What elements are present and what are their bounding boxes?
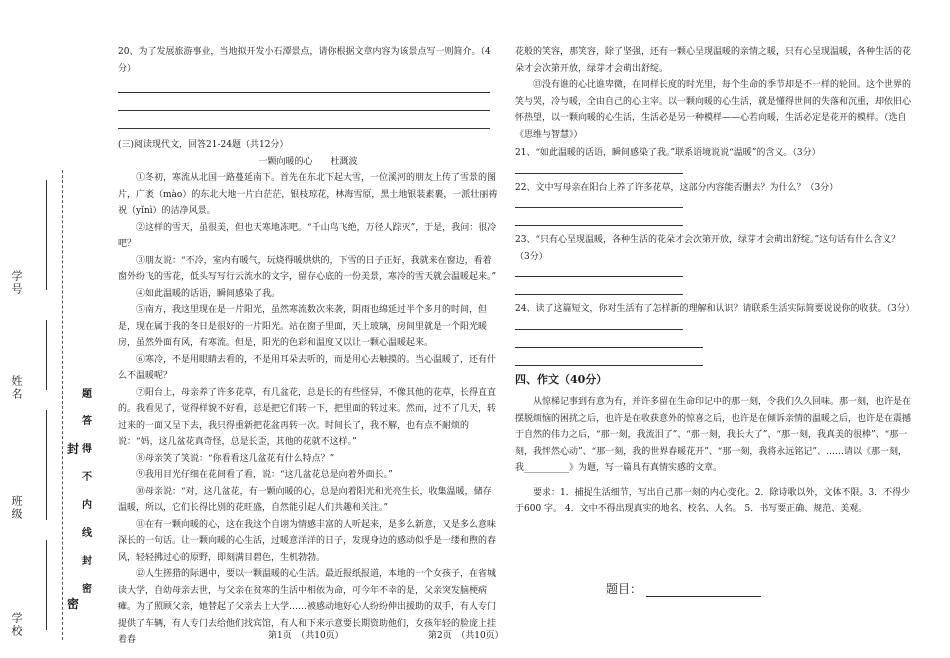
warning-char: 不 [82,472,92,483]
right-column [515,44,915,518]
left-column [118,44,498,649]
seal-mark: 封 [67,442,80,456]
paragraph: ②这样的雪天，虽很美，但也天寒地冻吧。“千山鸟飞绝，万径人踪灭”，于是，我问：很冷吧？ [118,222,497,249]
question-20: 20、为了发展旅游事业，当地拟开发小石潭景点，请你根据文章内容为该景点写一则简介。（4分） [118,47,491,74]
warning-char: 密 [82,584,92,595]
warning-char: 题 [82,389,92,400]
essay-title-label: 题目： [606,582,643,596]
paragraph: ⑬没有谁的心比谁卑微，在同样长度的时光里，每个生命的季节却是不一样的轮回。这个世界的笑与哭，冷与暖，全由自己的心主宰。以一颗向暖的心生活，就是懂得世间的失落和沉重，却依旧心怀热望，以一颗向暖的心生活，生活必是另一种模样——心若向暖，生活必定是花开的模样。（选自《思维与智慧》） [515,80,912,140]
school-line [46,540,47,630]
question-23: 23、“只有心呈现温暖，各种生活的花朵才会次第开放，绿芽才会萌出舒绽。”这句话有什么含义？（3分） [515,235,901,262]
answer-line[interactable] [118,81,490,93]
answer-line[interactable] [118,117,490,129]
paragraph: ⑩母亲说：“对，这几盆花，有一颗向暖的心，总是向着阳光和光亮生长，收集温暖，储存温暖，所以，它们长得比别的花旺盛，自然能引起人们共趣和关注。” [118,486,492,513]
answer-line[interactable] [515,318,683,330]
paragraph: ⑫人生搓猎的际遇中，要以一颗温暖的心生活。最近报纸报道，本地的一个女孩子，在省城读大学，自幼母亲去世，与父亲在贫寒的生活中相依为命，可今年不幸的是，父亲突发脑梗病瘫。为了照顾父亲，她替起了父亲去上大学……被感动地好心人纷纷伸出援助的双手，有人专门提供了车辆，有人专门去给他们找宾馆，有人和下来示意要长期资助他们，女孩年轻的脸庞上挂着春 [118,569,497,645]
answer-line[interactable] [515,214,683,226]
answer-line[interactable] [515,354,703,366]
warning-char: 内 [82,500,92,511]
question-21: 21、“如此温暖的话语，瞬间感染了我。”联系语境说说“温暖”的含义。（3分） [515,148,821,158]
warning-char: 线 [82,528,92,539]
class-line [46,410,47,520]
answer-line[interactable] [515,336,703,348]
question-22: 22、文中写母亲在阳台上养了许多花草，这部分内容能否删去？为什么？（3分） [515,182,839,193]
answer-line[interactable] [515,162,683,174]
paragraph: ④如此温暖的话语，瞬间感染了我。 [136,288,281,299]
warning-char: 答 [82,416,92,427]
question-24: 24、读了这篇短文，你对生活有了怎样新的理解和认识？请联系生活实际简要说说你的收获。（3分） [515,304,915,314]
answer-line[interactable] [515,196,683,208]
warning-char: 封 [82,556,92,567]
student-number-line [46,180,47,290]
answer-line[interactable] [515,265,683,277]
section-4-heading: 四、作文（40分） [515,372,608,386]
section-3-heading: (三)阅读现代文，回答21-24题（共12分） [118,140,289,150]
page-footer-1: 第1页 （共10页） [268,631,344,641]
paragraph: ⑥寒冷，不是用眼睛去看的，不是用耳朵去听的，而是用心去触摸的。当心温暖了，还有什么不温暖呢？ [118,354,497,381]
article-title: 一颗向暖的心 杜溉波 [258,156,358,167]
cut-line [62,170,63,640]
answer-line[interactable] [515,283,683,295]
essay-requirements: 要求：1．捕捉生活细节，写出自己那一刻的内心变化。2．除诗歌以外，文体不限。3．不得少于600 字。 4．文中不得出现真实的地名、校名、人名。 5．书写要正确、规范、美观。 [515,487,911,514]
name-label: 姓名 [10,375,23,401]
answer-line[interactable] [118,99,490,111]
seal-mark: 密 [67,597,80,611]
essay-prompt: 从惊梯记事到有意为有，并许多留在生命印记中的那一刻，令我们久久回味。那一刻，也许是在摆脱烦恼的困扰之后，也许是在收获意外的惊喜之后，也许是在倾诉亲情的温暖之后，也许是在震撼于自然的伟力之后，“那一刻，我流泪了”、“那一刻，我长大了”、“那一刻，我真美的很棒”、“那一刻，我怦然心动”、“那一刻，我的世界春暖花开”、“那一刻，我将永远铭记”、……请以《那一刻，我__________》为题，写一篇具有真情实感的文章。 [515,397,912,473]
paragraph: ⑧母亲笑了笑说：“你看看这几盆花有什么特点？” [136,453,335,464]
paragraph: 花般的笑容，那笑容，除了坚强，还有一颗心呈现温暖的亲情之暖，只有心呈现温暖，各种生活的花朵才会次第开放，绿芽才会萌出舒绽。 [515,47,912,74]
essay-title-input[interactable] [646,583,761,597]
warning-char: 得 [82,444,92,455]
name-line [46,320,47,390]
paragraph: ①冬初，寒流从北国一路蔓延南下。首先在东北下起大雪，一位溪河的朋友上传了雪景的图片，广袤（mào）的东北大地一片白茫茫，银枝琼花，林海雪原，黑土地银装素裹，一派壮丽祷祝（yǐnì）的洁净风景。 [118,173,498,216]
paragraph: ⑤南方，我这里现在是一片阳光，虽然寒流数次来袭，阴雨也绵延过半个多月的时间，但是，现在属于我的冬日是很好的一片阳光。站在窗子里面，天上玻璃，房间里就是一个阳光暖房，虽然外面有风，有寒流。但是，阳光的色彩和温度又以让一颗心温暖起来。 [118,305,488,348]
paragraph: ⑦阳台上，母亲养了许多花草，有几盆花，总是长的有些怪异，不像其他的花草，长得直直的。我看见了，觉得样貌不好看，总是把它们转一下，把里面的转过来。然而，过不了几天，转过来的一面又呈下去，我只得重新把花盆再转一次。时间长了，我不解，也有点不耐烦的说：“妈，这几盆花真奇怪，总是长歪，其他的花就不这样。” [118,387,497,447]
class-label: 班级 [10,495,23,521]
page-footer-2: 第2页 （共10页） [428,631,504,641]
essay-title-field [606,580,761,597]
school-label: 学校 [10,612,23,638]
student-number-label: 学号 [10,270,23,296]
paragraph: ⑨我用目光仔细在花间看了看，说：“这几盆花总是向着外面长。” [136,470,393,480]
paragraph: ③朋友说：“不冷，室内有暖气，玩烧得暖烘烘的，下雪的日子正好，我就来在窗边，看着窗外纷飞的雪花，低头写写行云流水的文字，留存心底的一份美景，寒冷的雪天就会温暖起来。” [118,255,497,282]
paragraph: ⑪在有一颗向暖的心，这在我这个自诩为情感丰富的人听起来，是多么新意，又是多么意味深长的一句话。让一颗向暖的心生活，过暖意洋洋的日子，发现身边的感动似乎是一缕和煦的春风，轻轻拂过心的原野，即刻满目碧色，生机勃勃。 [118,519,497,563]
